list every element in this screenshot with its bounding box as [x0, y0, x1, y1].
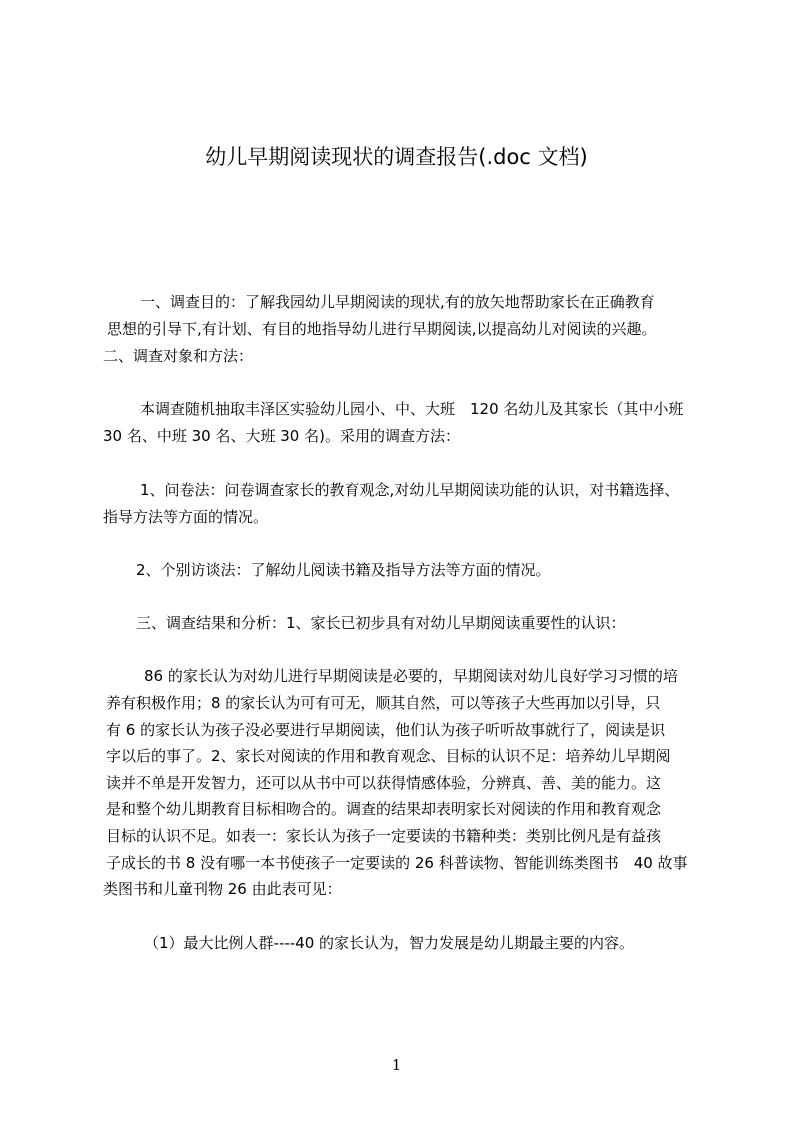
body-line: 是和整个幼儿期教育目标相吻合的。调查的结果却表明家长对阅读的作用和教育观念	[106, 800, 662, 818]
body-line: 类图书和儿童刊物 26 由此表可见：	[103, 880, 342, 898]
body-line: 1、问卷法：问卷调查家长的教育观念,对幼儿早期阅读功能的认识，对书籍选择、	[140, 481, 680, 499]
body-line: 子成长的书 8 没有哪一本书使孩子一定要读的 26 科普读物、智能训练类图书 40 故事	[106, 854, 688, 872]
body-line: 有 6 的家长认为孩子没必要进行早期阅读，他们认为孩子听听故事就行了，阅读是识	[106, 721, 666, 739]
body-line: 思想的引导下,有计划、有目的地指导幼儿进行早期阅读,以提高幼儿对阅读的兴趣。	[107, 320, 657, 338]
body-line: 目标的认识不足。如表一：家长认为孩子一定要读的书籍种类：类别比例凡是有益孩	[106, 827, 662, 845]
body-line: 二、调查对象和方法：	[103, 347, 254, 365]
body-line: 读并不单是开发智力，还可以从书中可以获得情感体验，分辨真、善、美的能力。这	[106, 774, 662, 792]
body-line: 养有积极作用；8 的家长认为可有可无，顺其自然，可以等孩子大些再加以引导，只	[106, 694, 661, 712]
body-line: 三、调查结果和分析：1、家长已初步具有对幼儿早期阅读重要性的认识：	[136, 614, 626, 632]
document-title: 幼儿早期阅读现状的调查报告(.doc 文档)	[205, 145, 588, 169]
body-line: 本调查随机抽取丰泽区实验幼儿园小、中、大班 120 名幼儿及其家长（其中小班	[140, 400, 684, 418]
body-line: （1）最大比例人群----40 的家长认为，智力发展是幼儿期最主要的内容。	[144, 934, 635, 952]
page-number: 1	[391, 1056, 402, 1074]
body-line: 指导方法等方面的情况。	[103, 508, 269, 526]
body-line: 2、个别访谈法：了解幼儿阅读书籍及指导方法等方面的情况。	[136, 561, 551, 579]
body-line: 86 的家长认为对幼儿进行早期阅读是必要的，早期阅读对幼儿良好学习习惯的培	[144, 667, 678, 685]
body-line: 30 名、中班 30 名、大班 30 名)。采用的调查方法：	[103, 427, 460, 445]
body-line: 一、调查目的：了解我园幼儿早期阅读的现状,有的放矢地帮助家长在正确教育	[140, 293, 655, 311]
body-line: 字以后的事了。2、家长对阅读的作用和教育观念、目标的认识不足：培养幼儿早期阅	[106, 747, 671, 765]
